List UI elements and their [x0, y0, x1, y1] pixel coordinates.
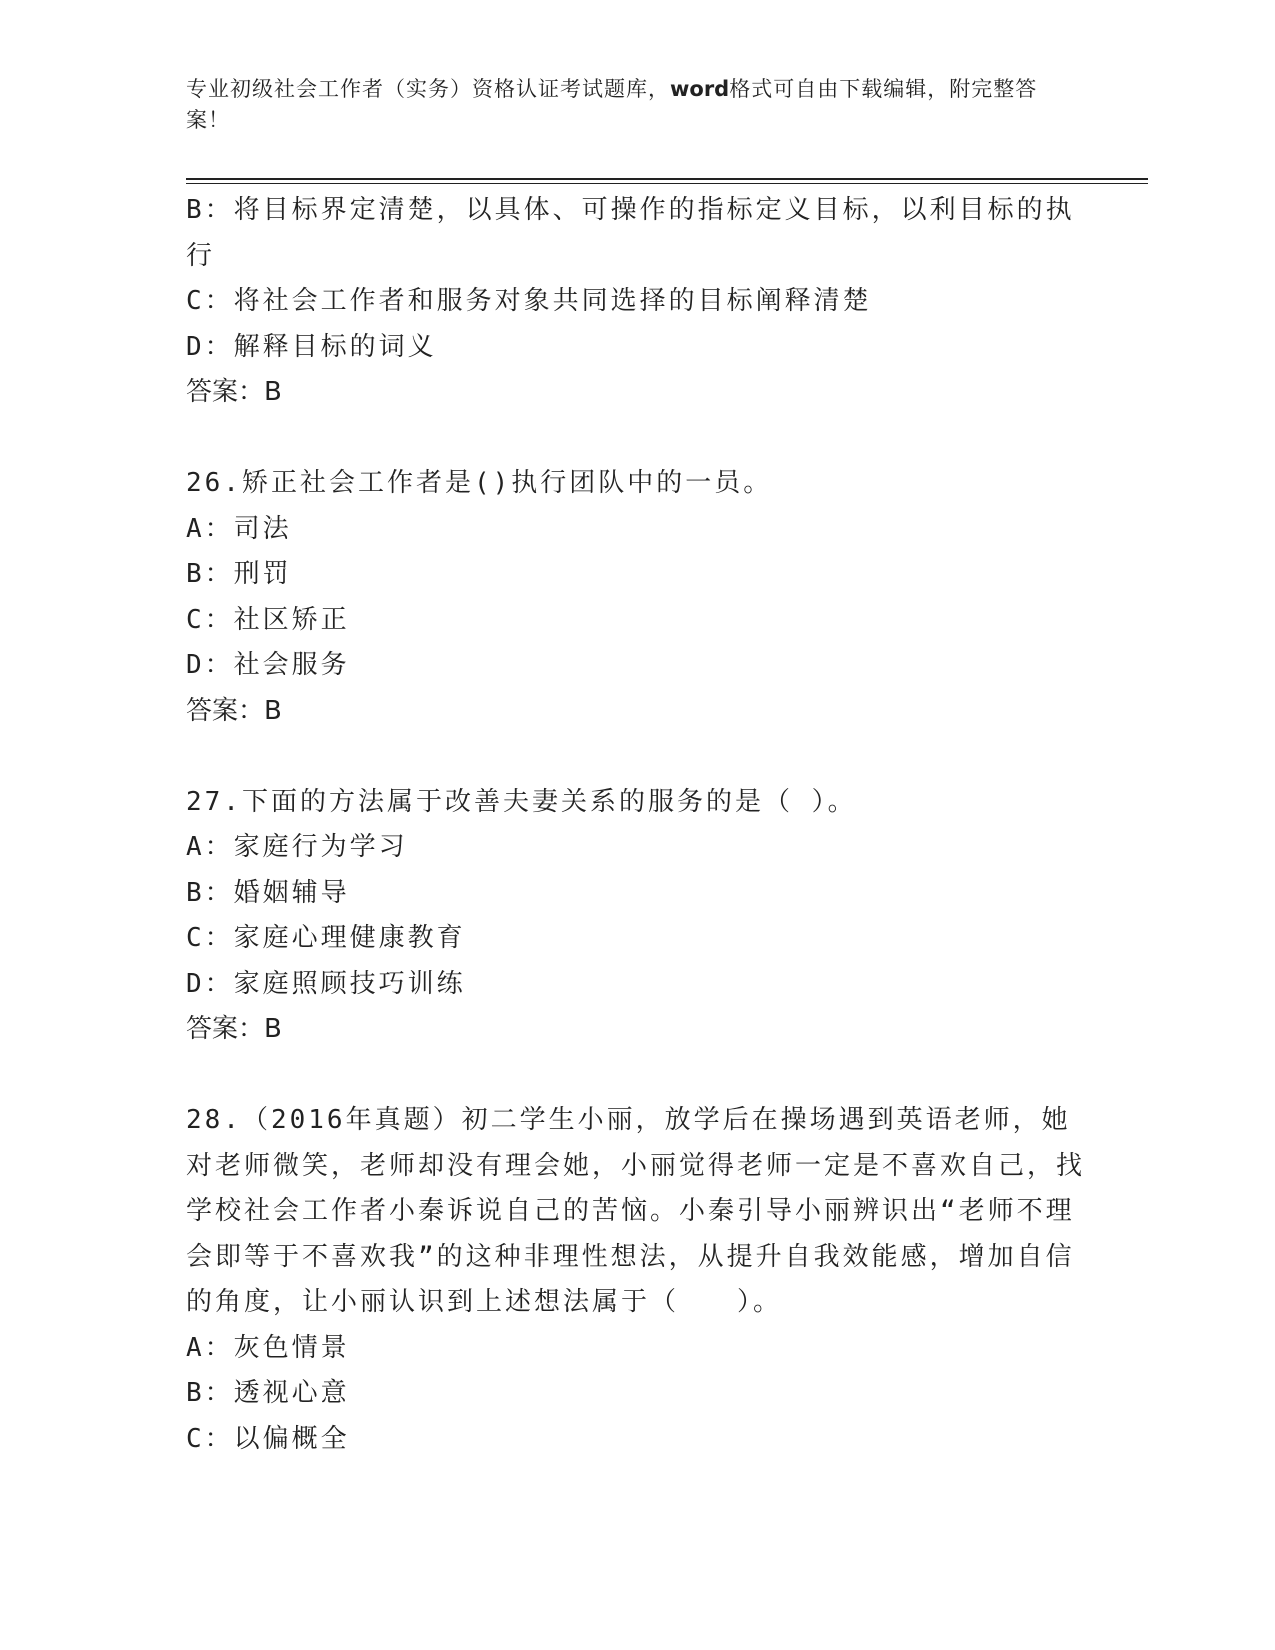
- prev-question-block: [186, 188, 1086, 416]
- answer: 答案：B: [186, 695, 282, 726]
- header-word: word: [670, 77, 730, 101]
- page-header: [186, 74, 1066, 136]
- option-a: A：司法: [186, 513, 292, 544]
- option-d: D：解释目标的词义: [186, 331, 437, 362]
- option-d: D：家庭照顾技巧训练: [186, 968, 466, 999]
- option-c: C：将社会工作者和服务对象共同选择的目标阐释清楚: [186, 286, 872, 316]
- question-stem: 26.矫正社会工作者是()执行团队中的一员。: [186, 468, 773, 498]
- question-28: [186, 1098, 1086, 1462]
- option-b: B：将目标界定清楚，以具体、可操作的指标定义目标，以利目标的执行: [186, 195, 1075, 271]
- question-stem: 28.（2016年真题）初二学生小丽，放学后在操场遇到英语老师，她对老师微笑，老师却没有理会她，小丽觉得老师一定是不喜欢自己，找学校社会工作者小秦诉说自己的苦恼。小秦引导小丽辨识出“老师不理会即等于不喜欢我”的这种非理性想法，从提升自我效能感，增加自信的角度，让小丽认识到上述想法属于（ ）。: [186, 1105, 1086, 1317]
- question-27: [186, 780, 1086, 1053]
- option-a: A：灰色情景: [186, 1332, 350, 1363]
- option-d: D：社会服务: [186, 650, 350, 680]
- header-text-before: 专业初级社会工作者（实务）资格认证考试题库，: [186, 77, 670, 101]
- spacer: [186, 734, 1086, 780]
- spacer: [186, 416, 1086, 462]
- option-b: B：刑罚: [186, 559, 292, 589]
- question-26: [186, 461, 1086, 734]
- option-b: B：透视心意: [186, 1378, 350, 1408]
- answer: 答案：B: [186, 1014, 282, 1044]
- header-rule-thin: [186, 183, 1148, 184]
- option-b: B：婚姻辅导: [186, 877, 350, 908]
- option-c: C：家庭心理健康教育: [186, 923, 466, 953]
- option-c: C：社区矫正: [186, 604, 350, 635]
- spacer: [186, 1053, 1086, 1099]
- option-a: A：家庭行为学习: [186, 832, 408, 862]
- header-rule-thick: [186, 178, 1148, 180]
- answer: 答案：B: [186, 377, 282, 407]
- question-content: [186, 188, 1086, 1462]
- question-stem: 27.下面的方法属于改善夫妻关系的服务的是（ ）。: [186, 786, 857, 817]
- header-text-after: 格式可自由下载编辑，附完整答案！: [186, 77, 1038, 132]
- option-c: C：以偏概全: [186, 1423, 350, 1454]
